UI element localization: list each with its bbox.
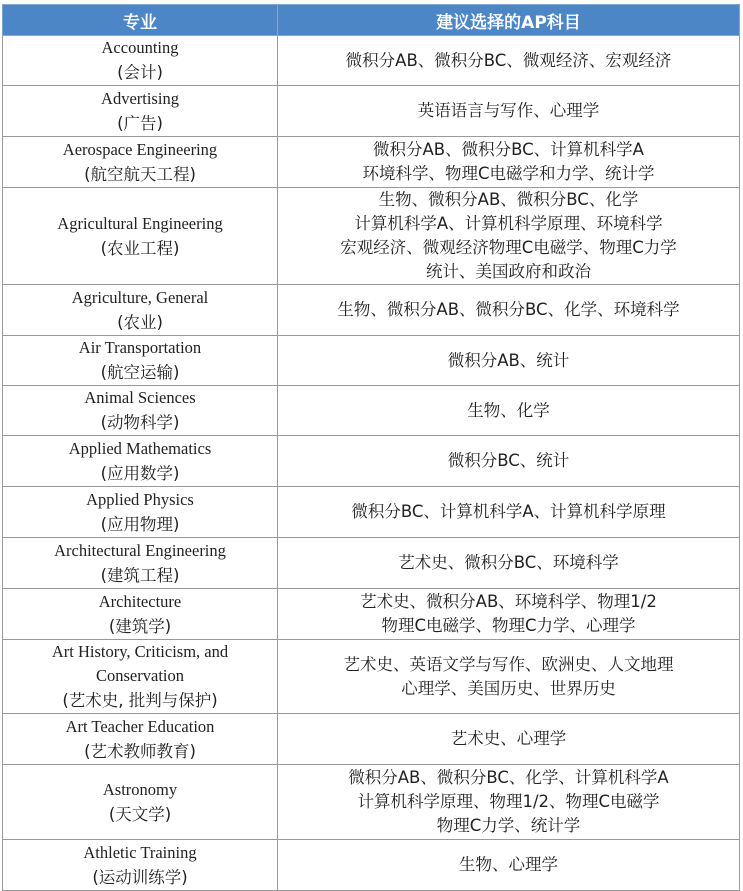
ap-courses-line: 生物、微积分AB、微积分BC、化学、环境科学 xyxy=(337,300,680,319)
ap-courses-cell xyxy=(278,765,740,840)
major-english-name: Architectural Engineering xyxy=(54,540,226,560)
major-chinese-name: (艺术教师教育) xyxy=(84,741,196,761)
ap-courses-cell xyxy=(278,36,740,86)
major-chinese-name: (农业) xyxy=(117,312,163,332)
major-cell xyxy=(3,86,278,137)
major-cell xyxy=(3,188,278,285)
major-cell xyxy=(3,386,278,436)
table-row xyxy=(3,188,740,285)
major-english-name: Air Transportation xyxy=(78,338,202,357)
ap-courses-cell xyxy=(278,714,740,765)
major-chinese-name: (建筑学) xyxy=(108,616,172,636)
ap-courses-line: 微积分AB、微积分BC、化学、计算机科学A xyxy=(348,768,669,787)
major-cell xyxy=(3,487,278,538)
ap-courses-line: 艺术史、微积分AB、环境科学、物理1/2 xyxy=(360,592,657,611)
table-row xyxy=(3,589,740,640)
ap-courses-cell xyxy=(278,840,740,891)
ap-courses-cell xyxy=(278,285,740,336)
major-chinese-name: (天文学) xyxy=(108,804,172,824)
major-chinese-name: (航空运输) xyxy=(100,363,180,382)
ap-column-header: 建议选择的AP科目 xyxy=(278,5,740,36)
major-english-name: Athletic Training xyxy=(83,842,197,862)
major-chinese-name: (应用数学) xyxy=(100,463,180,483)
ap-courses-line: 宏观经济、微观经济物理C电磁学、物理C力学 xyxy=(340,238,677,257)
major-cell xyxy=(3,714,278,765)
ap-courses-line: 艺术史、微积分BC、环境科学 xyxy=(398,553,619,572)
ap-courses-line: 计算机科学A、计算机科学原理、环境科学 xyxy=(354,214,663,233)
major-chinese-name: (航空航天工程) xyxy=(84,164,196,184)
ap-courses-cell xyxy=(278,137,740,188)
ap-courses-cell xyxy=(278,487,740,538)
major-chinese-name: (会计) xyxy=(117,63,163,82)
ap-courses-line: 生物、化学 xyxy=(467,400,550,420)
ap-courses-line: 心理学、美国历史、世界历史 xyxy=(401,678,616,698)
major-english-name: Agriculture, General xyxy=(71,287,209,307)
ap-courses-cell xyxy=(278,188,740,285)
table-row xyxy=(3,36,740,86)
major-cell xyxy=(3,336,278,386)
major-english-name: Advertising xyxy=(101,88,179,108)
ap-courses-line: 统计、美国政府和政治 xyxy=(426,262,591,281)
table-row xyxy=(3,86,740,137)
major-cell xyxy=(3,285,278,336)
major-english-name: Aerospace Engineering xyxy=(62,139,218,159)
major-cell xyxy=(3,436,278,487)
ap-courses-line: 物理C力学、统计学 xyxy=(436,816,581,835)
major-english-name: Art History, Criticism, and xyxy=(51,642,229,661)
ap-course-table xyxy=(2,4,740,891)
major-cell xyxy=(3,36,278,86)
ap-courses-line: 艺术史、英语文学与写作、欧洲史、人文地理 xyxy=(343,654,674,674)
major-chinese-name: (艺术史, 批判与保护) xyxy=(62,691,218,710)
major-chinese-name: (广告) xyxy=(117,113,163,133)
ap-courses-cell xyxy=(278,386,740,436)
table-row xyxy=(3,386,740,436)
table-row xyxy=(3,840,740,891)
major-chinese-name: (动物科学) xyxy=(100,413,180,432)
ap-courses-cell xyxy=(278,589,740,640)
table-row xyxy=(3,336,740,386)
major-english-name: Applied Physics xyxy=(86,489,194,509)
ap-courses-line: 微积分AB、统计 xyxy=(447,350,570,370)
table-row xyxy=(3,487,740,538)
ap-courses-cell xyxy=(278,436,740,487)
table-row xyxy=(3,436,740,487)
major-cell xyxy=(3,589,278,640)
ap-courses-line: 微积分BC、计算机科学A、计算机科学原理 xyxy=(351,502,666,521)
ap-courses-line: 艺术史、心理学 xyxy=(450,729,567,748)
ap-courses-line: 计算机科学原理、物理1/2、物理C电磁学 xyxy=(357,792,660,811)
major-cell xyxy=(3,640,278,714)
ap-courses-cell xyxy=(278,640,740,714)
ap-courses-cell xyxy=(278,538,740,589)
ap-courses-line: 英语语言与写作、心理学 xyxy=(417,101,600,120)
major-english-name: Accounting xyxy=(101,38,179,57)
major-english-name: Conservation xyxy=(96,666,184,685)
major-cell xyxy=(3,137,278,188)
major-english-name: Animal Sciences xyxy=(84,388,196,407)
table-row xyxy=(3,765,740,840)
table-row xyxy=(3,538,740,589)
ap-courses-cell xyxy=(278,86,740,137)
major-english-name: Astronomy xyxy=(102,779,178,799)
table-row xyxy=(3,137,740,188)
major-chinese-name: (建筑工程) xyxy=(100,565,180,585)
major-english-name: Applied Mathematics xyxy=(68,438,212,458)
major-chinese-name: (运动训练学) xyxy=(92,867,188,887)
major-cell xyxy=(3,765,278,840)
ap-courses-line: 微积分AB、微积分BC、微观经济、宏观经济 xyxy=(345,50,672,70)
major-english-name: Agricultural Engineering xyxy=(57,213,223,233)
table-row xyxy=(3,714,740,765)
major-chinese-name: (应用物理) xyxy=(100,514,180,534)
major-english-name: Art Teacher Education xyxy=(65,716,215,736)
ap-courses-line: 物理C电磁学、物理C力学、心理学 xyxy=(381,616,636,635)
ap-courses-line: 生物、心理学 xyxy=(459,855,558,874)
major-english-name: Architecture xyxy=(98,591,182,611)
major-cell xyxy=(3,538,278,589)
ap-courses-cell xyxy=(278,336,740,386)
table-header-row xyxy=(3,5,740,36)
major-column-header: 专业 xyxy=(3,5,278,36)
major-chinese-name: (农业工程) xyxy=(100,238,180,258)
ap-courses-line: 生物、微积分AB、微积分BC、化学 xyxy=(378,190,639,209)
major-cell xyxy=(3,840,278,891)
ap-courses-line: 微积分BC、统计 xyxy=(447,451,570,470)
table-row xyxy=(3,640,740,714)
table-row xyxy=(3,285,740,336)
ap-courses-line: 微积分AB、微积分BC、计算机科学A xyxy=(373,140,644,159)
ap-courses-line: 环境科学、物理C电磁学和力学、统计学 xyxy=(362,164,655,183)
